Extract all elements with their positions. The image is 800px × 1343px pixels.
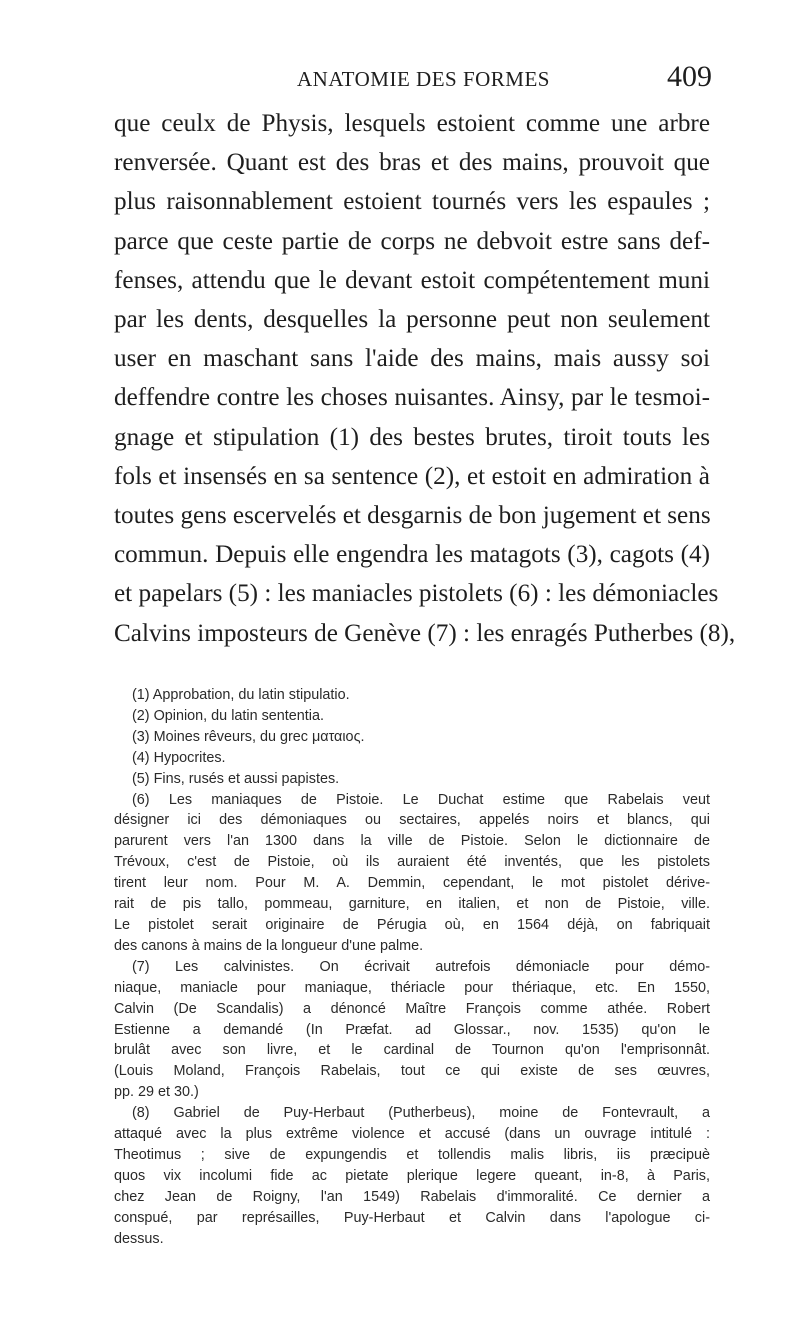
footnote-4 [114, 748, 710, 769]
footnote-7 [114, 957, 710, 1103]
text-line: commun. Depuis elle engendra les matagots (3), cagots (4) [114, 541, 710, 569]
footnote-line: Calvin (De Scandalis) a dénoncé Maître François comme athée. Robert [114, 1000, 710, 1017]
footnote-line: (4) Hypocrites. [132, 749, 226, 766]
text-line: user en maschant sans l'aide des mains, mais aussy soi [114, 345, 710, 373]
text-line: parce que ceste partie de corps ne debvoit estre sans def- [114, 227, 710, 255]
footnote-line: dessus. [114, 1230, 164, 1247]
footnote-line: (Louis Moland, François Rabelais, tout ce qui existe de ses œuvres, [114, 1063, 710, 1080]
footnote-line: (6) Les maniaques de Pistoie. Le Duchat estime que Rabelais veut [132, 791, 710, 808]
footnote-line: Le pistolet serait originaire de Pérugia où, en 1564 déjà, on fabriquait [114, 916, 710, 933]
footnote-line: conspué, par représailles, Puy-Herbaut et Calvin dans l'apologue ci- [114, 1209, 710, 1226]
footnote-line: désigner ici des démoniaques ou sectaires, appelés noirs et blancs, qui [114, 812, 710, 829]
footnote-2 [114, 706, 710, 727]
footnote-line: des canons à mains de la longueur d'une palme. [114, 937, 424, 954]
footnote-line: rait de pis tallo, pommeau, garniture, en italien, et non de Pistoie, ville. [114, 896, 710, 913]
footnote-1 [114, 685, 710, 706]
footnote-line: (5) Fins, rusés et aussi papistes. [132, 770, 340, 787]
footnote-line: pp. 29 et 30.) [114, 1084, 199, 1101]
footnote-3 [114, 727, 710, 748]
text-line: fols et insensés en sa sentence (2), et estoit en admiration à [114, 462, 710, 490]
footnote-line: Estienne a demandé (In Præfat. ad Glossar., nov. 1535) qu'on le [114, 1021, 710, 1038]
footnote-line: Theotimus ; sive de expungendis et tollendis malis libris, iis præcipuè [114, 1146, 710, 1163]
footnote-line: parurent vers l'an 1300 dans la ville de Pistoie. Selon le dictionnaire de [114, 833, 710, 850]
running-title: ANATOMIE DES FORMES [297, 67, 550, 91]
text-line: par les dents, desquelles la personne peut non seulement [114, 306, 710, 334]
footnote-line: quos vix incolumi fide ac pietate plerique legere queant, in-8, à Paris, [114, 1167, 710, 1184]
footnote-line: (7) Les calvinistes. On écrivait autrefois démoniacle pour démo- [132, 958, 710, 975]
footnote-6 [114, 790, 710, 957]
footnote-5 [114, 769, 710, 790]
footnotes [114, 685, 710, 1249]
text-line: fenses, attendu que le devant estoit compétentement muni [114, 266, 710, 294]
main-text [114, 104, 736, 653]
text-line: gnage et stipulation (1) des bestes brutes, tiroit touts les [114, 423, 710, 451]
footnote-line: (3) Moines rêveurs, du grec ματαιος. [132, 728, 365, 745]
footnote-line: (2) Opinion, du latin sententia. [132, 707, 324, 724]
text-line: toutes gens escervelés et desgarnis de bon jugement et sens [114, 502, 711, 530]
footnote-line: (8) Gabriel de Puy-Herbaut (Putherbeus), moine de Fontevrault, a [132, 1105, 710, 1122]
text-line: et papelars (5) : les maniacles pistolets (6) : les démoniacles [114, 580, 719, 608]
footnote-8 [114, 1103, 710, 1249]
text-line: Calvins imposteurs de Genève (7) : les enragés Putherbes (8), [114, 619, 736, 647]
footnote-line: tirent leur nom. Pour M. A. Demmin, cependant, le mot pistolet dérive- [114, 875, 710, 892]
text-line: plus raisonnablement estoient tournés vers les espaules ; [114, 188, 710, 216]
text-line: renversée. Quant est des bras et des mains, prouvoit que [114, 149, 710, 177]
footnote-line: brulât avec son livre, et le cardinal de Tournon qu'on l'emprisonnât. [114, 1042, 710, 1059]
footnote-line: attaqué avec la plus extrême violence et accusé (dans un ouvrage intitulé : [114, 1126, 710, 1143]
text-line: deffendre contre les choses nuisantes. Ainsy, par le tesmoi- [114, 384, 710, 412]
footnote-line: Trévoux, c'est de Pistoie, où ils auraient été inventés, que les pistolets [114, 854, 710, 871]
footnote-line: (1) Approbation, du latin stipulatio. [132, 687, 350, 703]
text-line: que ceulx de Physis, lesquels estoient comme une arbre [114, 110, 710, 137]
running-header [110, 60, 712, 100]
footnote-line: chez Jean de Roigny, l'an 1549) Rabelais d'immoralité. Ce dernier a [114, 1188, 710, 1205]
footnote-line: niaque, maniacle pour maniaque, thériacle pour thériaque, etc. En 1550, [114, 979, 710, 996]
page-number: 409 [667, 60, 712, 93]
